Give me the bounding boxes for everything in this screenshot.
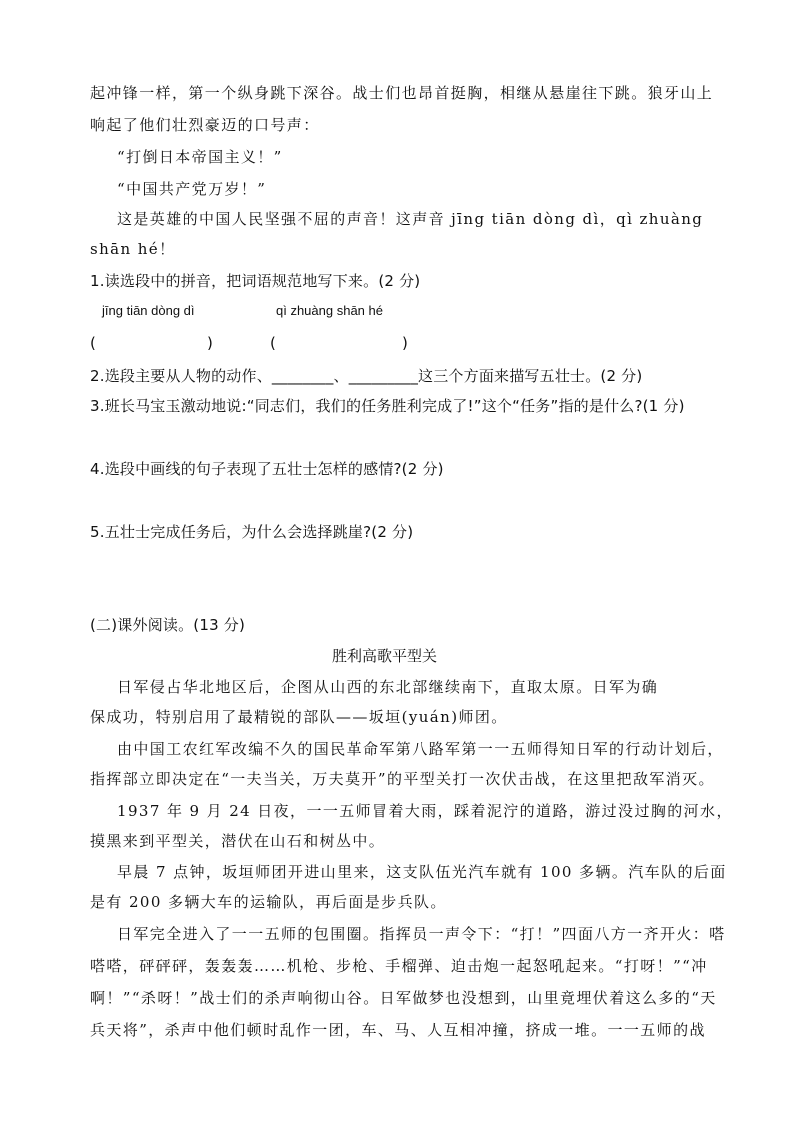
article-line: 指挥部立即决定在“一夫当关，万夫莫开”的平型关打一次伏击战，在这里把敌军消灭。 [90,770,715,788]
article-line: 保成功，特别启用了最精锐的部队——坂垣(yuán)师团。 [90,708,508,726]
article-line: 是有 200 多辆大车的运输队，再后面是步兵队。 [90,893,447,911]
article-line: 早晨 7 点钟，坂垣师团开进山里来，这支队伍光汽车就有 100 多辆。汽车队的后面 [117,863,727,881]
pinyin-prompt-a: jīng tiān dòng dì [102,303,195,318]
article-line: 兵天将”，杀声中他们顿时乱作一团，车、马、人互相冲撞，挤成一堆。一一五师的战 [90,1021,706,1039]
question-3: 3.班长马宝玉激动地说:“同志们，我们的任务胜利完成了!”这个“任务”指的是什么?(1 分) [90,397,685,415]
article-line: 啊！”“杀呀！”战士们的杀声响彻山谷。日军做梦也没想到，山里竟埋伏着这么多的“天 [90,989,717,1007]
question-4: 4.选段中画线的句子表现了五壮士怎样的感情?(2 分) [90,460,444,478]
passage-line: 响起了他们壮烈豪迈的口号声： [90,116,320,134]
passage-line: 起冲锋一样，第一个纵身跳下深谷。战士们也昂首挺胸，相继从悬崖往下跳。狼牙山上 [90,84,714,102]
article-line: 由中国工农红军改编不久的国民革命军第八路军第一一五师得知日军的行动计划后， [117,740,724,758]
answer-paren-open: ( [90,334,97,352]
article-line: 日军侵占华北地区后，企图从山西的东北部继续南下，直取太原。日军为确 [117,678,659,696]
article-line: 1937 年 9 月 24 日夜，一一五师冒着大雨，踩着泥泞的道路，游过没过胸的河水， [117,802,733,820]
article-line: 摸黑来到平型关，潜伏在山石和树丛中。 [90,832,386,850]
passage-line: shān hé！ [90,240,176,258]
article-line: 日军完全进入了一一五师的包围圈。指挥员一声令下：“打！”四面八方一齐开火：嗒 [117,925,726,943]
article-title: 胜利高歌平型关 [332,647,438,665]
question-2: 2.选段主要从人物的动作、________、_________这三个方面来描写五壮士。(2 分) [90,367,643,385]
answer-paren-close: ) [402,334,409,352]
answer-paren-open: ( [270,334,277,352]
section-heading: (二)课外阅读。(13 分) [90,616,246,634]
passage-slogan: “打倒日本帝国主义！” [117,148,283,166]
pinyin-prompt-b: qì zhuàng shān hé [276,303,383,318]
question-1: 1.读选段中的拼音，把词语规范地写下来。(2 分) [90,272,421,290]
question-5: 5.五壮士完成任务后，为什么会选择跳崖?(2 分) [90,523,414,541]
article-line: 嗒嗒，砰砰砰，轰轰轰……机枪、步枪、手榴弹、迫击炮一起怒吼起来。“打呀！”“冲 [90,957,708,975]
passage-line: 这是英雄的中国人民坚强不屈的声音！这声音 jīng tiān dòng dì，qì zhuàng [117,210,704,228]
passage-slogan: “中国共产党万岁！” [117,180,267,198]
answer-paren-close: ) [207,334,214,352]
